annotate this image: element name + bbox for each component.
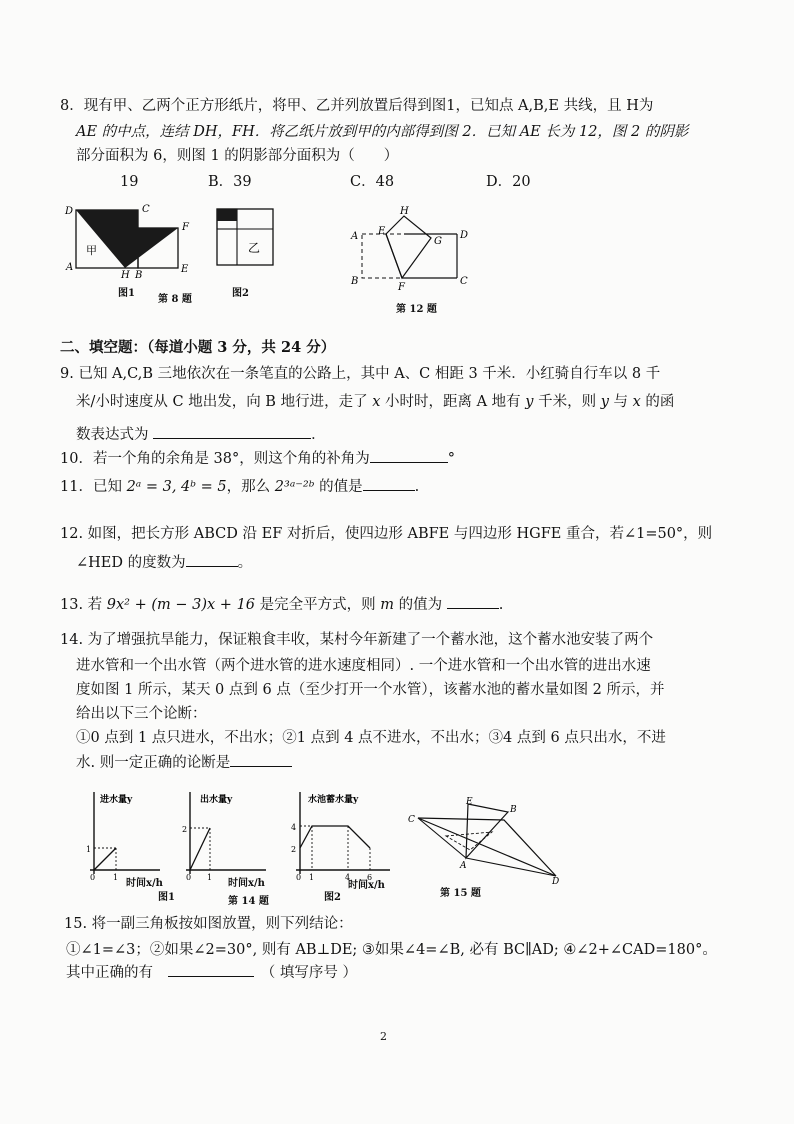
q9-answer-blank[interactable]: [153, 424, 311, 439]
q10: 10．若一个角的余角是 38°，则这个角的补角为 °: [60, 448, 455, 469]
graph3-tick-x6: 6: [367, 873, 373, 882]
q13: 13. 若 9x² + (m − 3)x + 16 是完全平方式，则 m 的值为 .: [60, 594, 503, 615]
q8-figure-1: [64, 200, 204, 280]
q8-choice-b: B．39: [208, 174, 252, 190]
graph3-ylabel: 水池蓄水量y: [308, 795, 359, 805]
q9-line-2: 米/小时速度从 C 地出发，向 B 地行进，走了 x 小时时，距离 A 地有 y 千米，则 y 与 x 的函: [76, 394, 675, 410]
graph2-tick-y2: 2: [182, 825, 188, 834]
q14-line-4: 给出以下三个论断：: [76, 706, 207, 722]
q8-line-3: 部分面积为 6，则图 1 的阴影部分面积为（ ）: [76, 148, 399, 164]
q8-line-2: AE 的中点，连结 DH，FH．将乙纸片放到甲的内部得到图 2．已知 AE 长为 12，图 2 的阴影: [76, 124, 689, 140]
graph2-tick-x1: 1: [207, 873, 213, 882]
label-jia: 甲: [86, 244, 97, 257]
q8-fig2-caption: 图2: [232, 288, 249, 299]
label-E: E: [466, 797, 473, 807]
q9-line-1: 9. 已知 A,C,B 三地依次在一条笔直的公路上，其中 A、C 相距 3 千米．小红骑自行车以 8 千: [60, 366, 661, 382]
label-A: A: [351, 231, 359, 242]
page-number: 2: [380, 1030, 387, 1043]
label-A: A: [66, 262, 74, 273]
graph1-tick-x0: 0: [90, 873, 96, 882]
graph3-xlabel: 时间x/h: [348, 880, 385, 891]
q12-figure: [346, 200, 486, 300]
label-C: C: [408, 815, 415, 825]
section-2-title: 二、填空题：（每道小题 3 分，共 24 分）: [60, 339, 336, 356]
graph2-xlabel: 时间x/h: [228, 878, 265, 889]
label-H: H: [121, 270, 130, 280]
q14-graph-intake: [80, 786, 164, 882]
graph3-caption: 图2: [324, 892, 341, 903]
q14-graph-outflow: [176, 786, 270, 882]
q12-line-2: ∠HED 的度数为 。: [76, 552, 252, 573]
q12-answer-blank[interactable]: [186, 552, 238, 567]
label-E: E: [378, 226, 386, 237]
graph3-tick-x4: 4: [345, 873, 351, 882]
label-D: D: [65, 206, 74, 217]
q15-figure-caption: 第 15 题: [440, 888, 481, 899]
q15-line-1: 15. 将一副三角板按如图放置，则下列结论：: [64, 916, 353, 932]
q14-line-2: 进水管和一个出水管（两个进水管的进水速度相同）. 一个进水管和一个出水管的进出水速: [76, 658, 651, 674]
label-C: C: [142, 204, 150, 215]
graph1-tick-y1: 1: [86, 845, 92, 854]
q15-line-3: 其中正确的有 （ 填写序号 ）: [66, 962, 357, 983]
graph3-tick-y4: 4: [291, 823, 297, 832]
graph2-tick-x0: 0: [186, 873, 192, 882]
q12-line-1: 12. 如图，把长方形 ABCD 沿 EF 对折后，使四边形 ABFE 与四边形 HGFE 重合，若∠1=50°，则: [60, 526, 713, 542]
graph3-tick-x1: 1: [309, 873, 315, 882]
label-B: B: [351, 276, 359, 287]
label-E: E: [181, 264, 189, 275]
q8-choice-d: D．20: [486, 174, 531, 190]
q10-answer-blank[interactable]: [370, 448, 448, 463]
q8-line-1: 8．现有甲、乙两个正方形纸片，将甲、乙并列放置后得到图1，已知点 A,B,E 共线，且 H为: [60, 98, 654, 114]
label-D: D: [460, 230, 469, 241]
graph1-ylabel: 进水量y: [100, 795, 133, 805]
graph1-caption: 图1: [158, 892, 175, 903]
q14-line-1: 14. 为了增强抗旱能力，保证粮食丰收，某村今年新建了一个蓄水池，这个蓄水池安装了两个: [60, 632, 654, 648]
q8-choice-a: 19: [120, 174, 139, 190]
q14-line-3: 度如图 1 所示，某天 0 点到 6 点（至少打开一个水管），该蓄水池的蓄水量如图 2 所示，并: [76, 682, 665, 698]
label-A: A: [460, 861, 467, 871]
graph3-tick-y2: 2: [291, 845, 297, 854]
label-B: B: [135, 270, 143, 280]
q15-figure: [406, 796, 562, 886]
q8-caption: 第 8 题: [158, 294, 192, 305]
q14-line-5: ①0 点到 1 点只进水，不出水；②1 点到 4 点不进水，不出水；③4 点到 6 点只出水，不进: [76, 730, 666, 746]
q11-answer-blank[interactable]: [363, 476, 415, 491]
label-F: F: [182, 222, 189, 233]
label-D: D: [552, 877, 560, 886]
q8-fig1-caption: 图1: [118, 288, 135, 299]
label-G: G: [434, 236, 442, 247]
graph2-ylabel: 出水量y: [200, 795, 233, 805]
q12-caption: 第 12 题: [396, 304, 437, 315]
graph3-tick-x0: 0: [296, 873, 302, 882]
q14-graph-reservoir: [286, 786, 396, 882]
q8-figure-2: [214, 206, 276, 270]
q13-answer-blank[interactable]: [447, 594, 499, 609]
label-H: H: [400, 206, 409, 217]
q14-caption: 第 14 题: [228, 896, 269, 907]
graph1-tick-x1: 1: [113, 873, 119, 882]
q15-answer-blank[interactable]: [168, 962, 254, 977]
q15-line-2: ①∠1=∠3；②如果∠2=30°, 则有 AB⊥DE; ③如果∠4=∠B, 必有 BC∥AD; ④∠2+∠CAD=180°。: [66, 942, 717, 958]
q9-line-3: 数表达式为 ．: [76, 424, 326, 445]
label-B: B: [510, 805, 517, 815]
q11: 11．已知 2ᵃ = 3, 4ᵇ = 5，那么 2³ᵃ⁻²ᵇ 的值是 .: [60, 476, 419, 497]
label-F: F: [398, 282, 405, 293]
graph1-xlabel: 时间x/h: [126, 878, 163, 889]
q8-choice-c: C．48: [350, 174, 395, 190]
label-C: C: [460, 276, 468, 287]
q14-line-6: 水. 则一定正确的论断是: [76, 752, 292, 773]
label-yi: 乙: [248, 241, 261, 255]
q14-answer-blank[interactable]: [230, 752, 292, 767]
